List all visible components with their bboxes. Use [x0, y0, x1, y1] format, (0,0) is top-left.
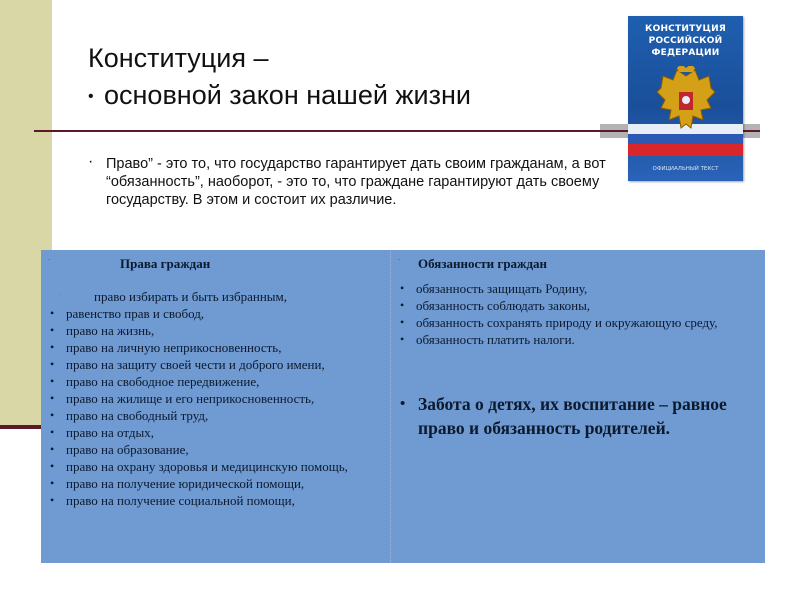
book-title-line-1: КОНСТИТУЦИЯ — [645, 24, 726, 34]
title-line-1: Конституция – — [88, 43, 269, 73]
list-item: • обязанность сохранять природу и окружающую среду, — [400, 315, 718, 330]
list-item: • обязанность соблюдать законы, — [400, 298, 591, 313]
list-item: • право на охрану здоровья и медицинскую помощь, — [50, 459, 348, 474]
list-item: • право на защиту своей чести и доброго имени, — [50, 357, 325, 372]
list-item: • обязанность защищать Родину, — [400, 281, 588, 296]
list-item: • право на получение социальной помощи, — [50, 493, 295, 508]
title-bullet: • — [88, 88, 94, 106]
list-item: • право на личную неприкосновенность, — [50, 340, 282, 355]
rights-first-item: · право избирать и быть избранным, — [58, 289, 288, 304]
intro-paragraph — [88, 155, 648, 209]
title-line-2: основной закон нашей жизни — [104, 80, 471, 110]
duties-header: Обязанности граждан — [418, 256, 548, 271]
list-item: • право на свободный труд, — [50, 408, 209, 423]
list-item: • право на жизнь, — [50, 323, 155, 338]
table-column-divider — [390, 250, 391, 563]
list-item: • право на получение юридической помощи, — [50, 476, 305, 491]
intro-text: Право” - это то, что государство гарантирует дать своим гражданам, а вот “обязанность”, наоборот, - это то, что граждане гарантируют дать своему государству. В этом и состоит их различие. — [106, 156, 606, 208]
rights-header-row: · Права граждан — [48, 256, 211, 271]
list-item: • право на образование, — [50, 442, 189, 457]
list-item: • право на свободное передвижение, — [50, 374, 260, 389]
list-item: • обязанность платить налоги. — [400, 332, 575, 347]
double-headed-eagle-icon — [655, 66, 717, 146]
title-line-2-row — [88, 77, 471, 115]
rights-list — [48, 305, 384, 509]
parental-care-statement: • Забота о детях, их воспитание – равное право и обязанность родителей. — [400, 394, 727, 438]
book-title-line-2: РОССИЙСКОЙ — [648, 36, 723, 46]
rights-column — [48, 250, 384, 509]
intro-bullet: · — [88, 153, 94, 170]
book-subtitle: ОФИЦИАЛЬНЫЙ ТЕКСТ — [652, 166, 719, 172]
book-title-line-3: ФЕДЕРАЦИИ — [651, 48, 720, 58]
duties-list — [398, 280, 758, 348]
duties-column — [398, 250, 758, 440]
list-item: • право на жилище и его неприкосновенность, — [50, 391, 315, 406]
slide-title — [88, 40, 471, 115]
duties-header-row: · Обязанности граждан — [398, 256, 548, 271]
rights-header: Права граждан — [120, 256, 211, 271]
list-item: • равенство прав и свобод, — [50, 306, 205, 321]
list-item: • право на отдых, — [50, 425, 154, 440]
